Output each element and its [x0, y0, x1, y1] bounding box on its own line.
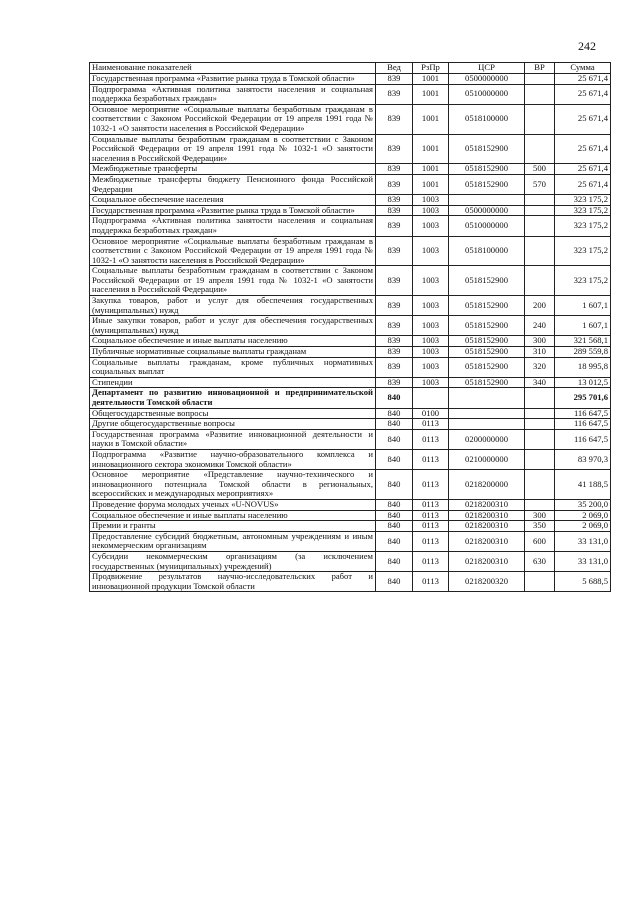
cell-vr: [525, 195, 555, 206]
cell-rzpr: 1003: [413, 316, 449, 336]
table-row: [90, 84, 611, 104]
cell-ved: 839: [376, 316, 413, 336]
table-row: [90, 419, 611, 430]
cell-rzpr: 0113: [413, 521, 449, 532]
cell-name: Социальные выплаты гражданам, кроме публичных нормативных социальных выплат: [90, 357, 376, 377]
cell-sum: 321 568,1: [555, 336, 611, 347]
cell-sum: 323 175,2: [555, 266, 611, 296]
cell-rzpr: 1001: [413, 84, 449, 104]
cell-rzpr: 0113: [413, 449, 449, 469]
cell-name: Публичные нормативные социальные выплаты гражданам: [90, 347, 376, 358]
cell-csr: 0518152900: [449, 347, 525, 358]
cell-ved: 839: [376, 236, 413, 266]
cell-name: Межбюджетные трансферты бюджету Пенсионного фонда Российской Федерации: [90, 174, 376, 194]
header-vr: ВР: [525, 63, 555, 74]
budget-table: [89, 62, 611, 592]
cell-csr: 0518100000: [449, 104, 525, 134]
cell-csr: 0510000000: [449, 84, 525, 104]
cell-rzpr: 1001: [413, 164, 449, 175]
cell-ved: 839: [376, 84, 413, 104]
table-row: [90, 104, 611, 134]
cell-ved: 839: [376, 134, 413, 164]
cell-name: Социальные выплаты безработным гражданам в соответствии с Законом Российской Федерации от 19 апреля 1991 года № 1032-1 «О занятости населения в Российской Федерации»: [90, 134, 376, 164]
cell-ved: 840: [376, 521, 413, 532]
cell-vr: 200: [525, 296, 555, 316]
cell-sum: 116 647,5: [555, 408, 611, 419]
table-row: [90, 174, 611, 194]
cell-name: Основное мероприятие «Социальные выплаты безработным гражданам в соответствии с Законом Российской Федерации от 19 апреля 1991 года № 1032-1 «О занятости населения в Российской Федерации»: [90, 236, 376, 266]
cell-name: Департамент по развитию инновационной и предпринимательской деятельности Томской области: [90, 388, 376, 408]
cell-name: Подпрограмма «Активная политика занятости населения и социальная поддержка безработных граждан»: [90, 216, 376, 236]
table-row: [90, 195, 611, 206]
cell-ved: 839: [376, 104, 413, 134]
cell-vr: 570: [525, 174, 555, 194]
cell-ved: 839: [376, 216, 413, 236]
table-row: [90, 134, 611, 164]
cell-csr: [449, 195, 525, 206]
table-row: [90, 164, 611, 175]
cell-csr: 0518152900: [449, 266, 525, 296]
cell-rzpr: 1001: [413, 74, 449, 85]
cell-rzpr: [413, 388, 449, 408]
table-row: [90, 551, 611, 571]
cell-ved: 839: [376, 174, 413, 194]
cell-sum: 25 671,4: [555, 104, 611, 134]
cell-csr: 0500000000: [449, 74, 525, 85]
cell-name: Государственная программа «Развитие инновационной деятельности и науки в Томской области»: [90, 429, 376, 449]
page-number: 242: [578, 39, 596, 53]
table-row: [90, 531, 611, 551]
cell-vr: [525, 388, 555, 408]
cell-name: Предоставление субсидий бюджетным, автономным учреждениям и иным некоммерческим организациям: [90, 531, 376, 551]
cell-vr: 350: [525, 521, 555, 532]
table-row: [90, 357, 611, 377]
cell-name: Основное мероприятие «Представление научно-технического и инновационного потенциала Томской области в региональных, всероссийских и международных мероприятиях»: [90, 470, 376, 500]
cell-vr: [525, 449, 555, 469]
cell-rzpr: 1003: [413, 357, 449, 377]
table-row: [90, 429, 611, 449]
cell-ved: 839: [376, 377, 413, 388]
cell-ved: 840: [376, 510, 413, 521]
cell-vr: 630: [525, 551, 555, 571]
cell-rzpr: 1001: [413, 104, 449, 134]
header-ved: Вед: [376, 63, 413, 74]
cell-rzpr: 0113: [413, 419, 449, 430]
header-name: Наименование показателей: [90, 63, 376, 74]
cell-ved: 840: [376, 408, 413, 419]
cell-sum: 18 995,8: [555, 357, 611, 377]
cell-rzpr: 1003: [413, 195, 449, 206]
cell-ved: 839: [376, 74, 413, 85]
cell-rzpr: 1001: [413, 174, 449, 194]
cell-vr: 320: [525, 357, 555, 377]
cell-csr: 0518152900: [449, 377, 525, 388]
cell-ved: 839: [376, 266, 413, 296]
cell-csr: 0218200310: [449, 551, 525, 571]
cell-rzpr: 0100: [413, 408, 449, 419]
cell-vr: 300: [525, 336, 555, 347]
cell-vr: 340: [525, 377, 555, 388]
cell-rzpr: 1003: [413, 296, 449, 316]
cell-csr: 0218200000: [449, 470, 525, 500]
cell-name: Иные закупки товаров, работ и услуг для обеспечения государственных (муниципальных) нужд: [90, 316, 376, 336]
cell-csr: [449, 408, 525, 419]
table-row: [90, 449, 611, 469]
cell-name: Государственная программа «Развитие рынка труда в Томской области»: [90, 205, 376, 216]
cell-sum: 25 671,4: [555, 134, 611, 164]
table-row: [90, 236, 611, 266]
cell-ved: 839: [376, 347, 413, 358]
table-row: [90, 572, 611, 592]
cell-csr: [449, 419, 525, 430]
cell-vr: [525, 134, 555, 164]
cell-csr: 0518152900: [449, 134, 525, 164]
cell-sum: 289 559,8: [555, 347, 611, 358]
cell-name: Социальное обеспечение населения: [90, 195, 376, 206]
cell-name: Социальные выплаты безработным гражданам в соответствии с Законом Российской Федерации от 19 апреля 1991 года № 1032-1 «О занятости населения в Российской Федерации»: [90, 266, 376, 296]
table-row: [90, 408, 611, 419]
cell-vr: [525, 408, 555, 419]
cell-csr: 0518152900: [449, 316, 525, 336]
table-header-row: [90, 63, 611, 74]
cell-sum: 2 069,0: [555, 521, 611, 532]
cell-vr: 240: [525, 316, 555, 336]
cell-rzpr: 1003: [413, 216, 449, 236]
cell-name: Подпрограмма «Активная политика занятости населения и социальная поддержка безработных граждан»: [90, 84, 376, 104]
table-row: [90, 266, 611, 296]
cell-vr: [525, 236, 555, 266]
cell-sum: 13 012,5: [555, 377, 611, 388]
table-row: [90, 205, 611, 216]
cell-sum: 1 607,1: [555, 296, 611, 316]
cell-ved: 840: [376, 388, 413, 408]
cell-rzpr: 0113: [413, 510, 449, 521]
cell-ved: 840: [376, 531, 413, 551]
cell-name: Проведение форума молодых ученых «U-NOVUS»: [90, 499, 376, 510]
cell-vr: [525, 499, 555, 510]
cell-csr: 0218200320: [449, 572, 525, 592]
cell-rzpr: 1003: [413, 336, 449, 347]
cell-name: Премии и гранты: [90, 521, 376, 532]
cell-sum: 2 069,0: [555, 510, 611, 521]
cell-sum: 5 688,5: [555, 572, 611, 592]
table-row: [90, 499, 611, 510]
cell-sum: 116 647,5: [555, 429, 611, 449]
cell-vr: [525, 266, 555, 296]
cell-rzpr: 0113: [413, 470, 449, 500]
cell-rzpr: 1003: [413, 236, 449, 266]
cell-rzpr: 0113: [413, 499, 449, 510]
cell-sum: 25 671,4: [555, 84, 611, 104]
cell-csr: 0200000000: [449, 429, 525, 449]
cell-vr: [525, 429, 555, 449]
cell-ved: 839: [376, 164, 413, 175]
cell-rzpr: 1003: [413, 266, 449, 296]
cell-csr: 0518152900: [449, 296, 525, 316]
cell-rzpr: 1003: [413, 347, 449, 358]
cell-csr: 0218200310: [449, 521, 525, 532]
cell-csr: 0218200310: [449, 510, 525, 521]
table-row: [90, 470, 611, 500]
cell-csr: 0518100000: [449, 236, 525, 266]
cell-rzpr: 1001: [413, 134, 449, 164]
cell-name: Межбюджетные трансферты: [90, 164, 376, 175]
table-row: [90, 521, 611, 532]
cell-csr: 0218200310: [449, 499, 525, 510]
cell-csr: 0210000000: [449, 449, 525, 469]
cell-rzpr: 0113: [413, 572, 449, 592]
cell-csr: 0218200310: [449, 531, 525, 551]
cell-sum: 33 131,0: [555, 551, 611, 571]
cell-sum: 323 175,2: [555, 216, 611, 236]
cell-name: Продвижение результатов научно-исследовательских работ и инновационной продукции Томской области: [90, 572, 376, 592]
cell-vr: [525, 205, 555, 216]
cell-csr: [449, 388, 525, 408]
cell-name: Социальное обеспечение и иные выплаты населению: [90, 510, 376, 521]
cell-ved: 839: [376, 357, 413, 377]
cell-vr: 310: [525, 347, 555, 358]
cell-csr: 0518152900: [449, 357, 525, 377]
cell-csr: 0500000000: [449, 205, 525, 216]
table-row: [90, 216, 611, 236]
table-row: [90, 347, 611, 358]
cell-ved: 839: [376, 336, 413, 347]
cell-sum: 116 647,5: [555, 419, 611, 430]
cell-vr: [525, 572, 555, 592]
cell-vr: 300: [525, 510, 555, 521]
cell-csr: 0518152900: [449, 164, 525, 175]
cell-sum: 323 175,2: [555, 195, 611, 206]
table-row: [90, 510, 611, 521]
cell-sum: 323 175,2: [555, 205, 611, 216]
cell-vr: 500: [525, 164, 555, 175]
table-row: [90, 74, 611, 85]
cell-ved: 840: [376, 572, 413, 592]
cell-name: Социальное обеспечение и иные выплаты населению: [90, 336, 376, 347]
header-rzpr: РзПр: [413, 63, 449, 74]
table-row: [90, 377, 611, 388]
cell-name: Стипендии: [90, 377, 376, 388]
cell-name: Государственная программа «Развитие рынка труда в Томской области»: [90, 74, 376, 85]
cell-vr: 600: [525, 531, 555, 551]
cell-ved: 840: [376, 429, 413, 449]
cell-vr: [525, 470, 555, 500]
cell-name: Другие общегосударственные вопросы: [90, 419, 376, 430]
header-csr: ЦСР: [449, 63, 525, 74]
table-row: [90, 336, 611, 347]
cell-name: Подпрограмма «Развитие научно-образовательного комплекса и инновационного сектора экономики Томской области»: [90, 449, 376, 469]
cell-sum: 83 970,3: [555, 449, 611, 469]
cell-sum: 33 131,0: [555, 531, 611, 551]
cell-ved: 840: [376, 499, 413, 510]
cell-vr: [525, 419, 555, 430]
cell-sum: 35 200,0: [555, 499, 611, 510]
cell-sum: 41 188,5: [555, 470, 611, 500]
cell-rzpr: 1003: [413, 205, 449, 216]
table-row: [90, 296, 611, 316]
cell-csr: 0510000000: [449, 216, 525, 236]
cell-vr: [525, 216, 555, 236]
cell-rzpr: 0113: [413, 429, 449, 449]
cell-sum: 25 671,4: [555, 174, 611, 194]
cell-ved: 840: [376, 551, 413, 571]
header-sum: Сумма: [555, 63, 611, 74]
cell-rzpr: 1003: [413, 377, 449, 388]
cell-ved: 840: [376, 470, 413, 500]
cell-sum: 295 701,6: [555, 388, 611, 408]
cell-name: Субсидии некоммерческим организациям (за исключением государственных (муниципальных) учреждений): [90, 551, 376, 571]
cell-rzpr: 0113: [413, 551, 449, 571]
cell-vr: [525, 74, 555, 85]
cell-name: Основное мероприятие «Социальные выплаты безработным гражданам в соответствии с Законом Российской Федерации от 19 апреля 1991 года № 1032-1 «О занятости населения в Российской Федерации»: [90, 104, 376, 134]
cell-ved: 839: [376, 205, 413, 216]
cell-csr: 0518152900: [449, 336, 525, 347]
cell-sum: 25 671,4: [555, 164, 611, 175]
cell-vr: [525, 84, 555, 104]
cell-sum: 323 175,2: [555, 236, 611, 266]
cell-ved: 840: [376, 419, 413, 430]
cell-vr: [525, 104, 555, 134]
department-row: [90, 388, 611, 408]
cell-ved: 840: [376, 449, 413, 469]
table-row: [90, 316, 611, 336]
cell-sum: 25 671,4: [555, 74, 611, 85]
cell-name: Закупка товаров, работ и услуг для обеспечения государственных (муниципальных) нужд: [90, 296, 376, 316]
cell-ved: 839: [376, 195, 413, 206]
cell-csr: 0518152900: [449, 174, 525, 194]
cell-sum: 1 607,1: [555, 316, 611, 336]
cell-rzpr: 0113: [413, 531, 449, 551]
cell-name: Общегосударственные вопросы: [90, 408, 376, 419]
cell-ved: 839: [376, 296, 413, 316]
